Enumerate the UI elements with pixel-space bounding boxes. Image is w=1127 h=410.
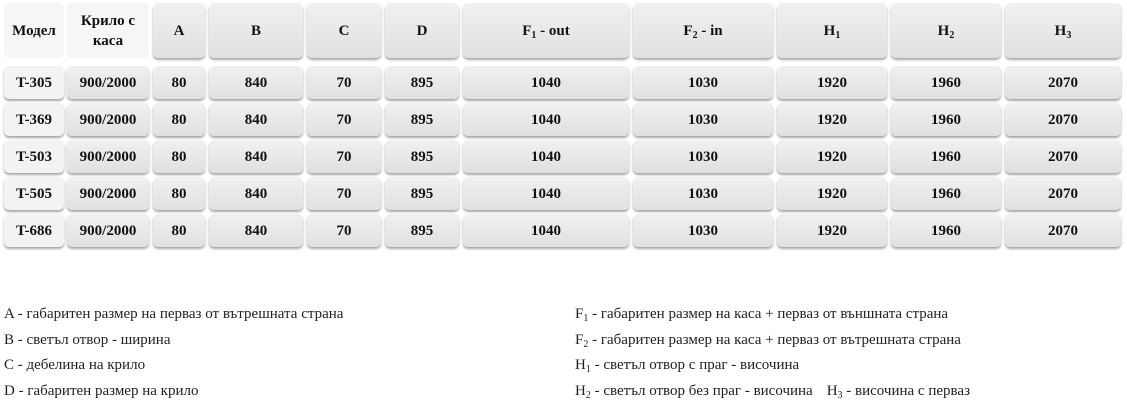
cell-f2-value: 1030 bbox=[688, 185, 718, 202]
cell-h1 bbox=[777, 103, 887, 136]
cell-f1 bbox=[463, 66, 629, 99]
cell-h2 bbox=[891, 103, 1001, 136]
cell-h1 bbox=[777, 66, 887, 99]
cell-c bbox=[307, 103, 381, 136]
cell-f2 bbox=[633, 66, 773, 99]
cell-a-value: 80 bbox=[171, 222, 187, 239]
cell-f2-value: 1030 bbox=[688, 148, 718, 165]
cell-c-value: 70 bbox=[336, 111, 352, 128]
header-wing-frame bbox=[67, 3, 149, 58]
legend-left bbox=[4, 302, 343, 404]
cell-c-value: 70 bbox=[336, 222, 352, 239]
header-d bbox=[385, 3, 459, 58]
cell-b-value: 840 bbox=[244, 111, 268, 128]
cell-f1-value: 1040 bbox=[531, 185, 561, 202]
header-f1-main: F bbox=[522, 22, 532, 39]
cell-a-value: 80 bbox=[171, 111, 187, 128]
legend-f2 bbox=[575, 328, 970, 354]
cell-model bbox=[4, 214, 64, 247]
cell-model-value: T-505 bbox=[15, 185, 53, 202]
cell-h3-value: 2070 bbox=[1048, 222, 1078, 239]
header-a bbox=[153, 3, 205, 58]
cell-h2-value: 1960 bbox=[931, 148, 961, 165]
cell-f1-value: 1040 bbox=[531, 111, 561, 128]
legend-f2-sub: 2 bbox=[583, 338, 589, 350]
cell-c bbox=[307, 177, 381, 210]
cell-c-value: 70 bbox=[336, 185, 352, 202]
cell-a-value: 80 bbox=[171, 148, 187, 165]
legend-f1 bbox=[575, 302, 970, 328]
cell-model bbox=[4, 177, 64, 210]
header-h2-sub: 2 bbox=[949, 29, 955, 41]
cell-a bbox=[153, 214, 205, 247]
cell-h3 bbox=[1005, 66, 1121, 99]
cell-d-value: 895 bbox=[410, 111, 434, 128]
cell-h1 bbox=[777, 214, 887, 247]
legend-h2-main: H bbox=[575, 382, 586, 399]
cell-b-value: 840 bbox=[244, 74, 268, 91]
header-f1 bbox=[463, 3, 629, 58]
cell-wing-frame bbox=[67, 214, 149, 247]
header-h2-main: H bbox=[937, 22, 950, 39]
legend-f1-sub: 1 bbox=[583, 313, 589, 324]
header-h3 bbox=[1005, 3, 1121, 58]
cell-f1 bbox=[463, 103, 629, 136]
legend-h1-text: - светъл отвор с праг - височина bbox=[590, 357, 800, 373]
legend-right bbox=[575, 302, 970, 404]
cell-h2 bbox=[891, 214, 1001, 247]
header-f1-suffix: - out bbox=[536, 22, 570, 39]
cell-f2 bbox=[633, 103, 773, 136]
cell-f2-value: 1030 bbox=[688, 222, 718, 239]
header-f2-label bbox=[683, 21, 722, 41]
cell-model bbox=[4, 140, 64, 173]
cell-f1 bbox=[463, 140, 629, 173]
cell-c-value: 70 bbox=[336, 148, 352, 165]
header-c bbox=[307, 3, 381, 58]
legend-h3-sub: 3 bbox=[837, 389, 843, 401]
cell-h3-value: 2070 bbox=[1048, 185, 1078, 202]
header-f2-suffix: - in bbox=[697, 22, 723, 39]
legend-f1-main: F bbox=[575, 306, 584, 322]
cell-f1 bbox=[463, 214, 629, 247]
cell-d bbox=[385, 103, 459, 136]
cell-c-value: 70 bbox=[336, 74, 352, 91]
legend-d: D - габаритен размер на крило bbox=[4, 382, 199, 399]
header-h2-label bbox=[938, 21, 955, 41]
cell-b-value: 840 bbox=[244, 148, 268, 165]
cell-f2-value: 1030 bbox=[688, 111, 718, 128]
cell-model-value: T-503 bbox=[15, 148, 53, 165]
cell-d bbox=[385, 66, 459, 99]
cell-h3-value: 2070 bbox=[1048, 111, 1078, 128]
header-f1-label bbox=[522, 21, 570, 41]
cell-h3 bbox=[1005, 140, 1121, 173]
cell-b bbox=[209, 103, 303, 136]
cell-wing-frame bbox=[67, 177, 149, 210]
legend-h2-text: - светъл отвор без праг - височина bbox=[590, 382, 813, 399]
cell-wing-frame-value: 900/2000 bbox=[79, 222, 137, 239]
header-f2-sub: 2 bbox=[692, 29, 698, 41]
cell-a bbox=[153, 66, 205, 99]
cell-h3 bbox=[1005, 103, 1121, 136]
cell-d bbox=[385, 177, 459, 210]
cell-f1-value: 1040 bbox=[531, 222, 561, 239]
header-h3-sub: 3 bbox=[1066, 29, 1072, 41]
cell-f1 bbox=[463, 177, 629, 210]
cell-d bbox=[385, 214, 459, 247]
cell-d-value: 895 bbox=[410, 222, 434, 239]
cell-a bbox=[153, 177, 205, 210]
cell-wing-frame bbox=[67, 103, 149, 136]
cell-h1 bbox=[777, 177, 887, 210]
cell-h2 bbox=[891, 140, 1001, 173]
cell-wing-frame bbox=[67, 140, 149, 173]
cell-h2-value: 1960 bbox=[931, 222, 961, 239]
cell-h1-value: 1920 bbox=[817, 222, 847, 239]
legend-f2-text: - габаритен размер на каса + перваз от вътрешната страна bbox=[588, 331, 961, 348]
cell-f2 bbox=[633, 177, 773, 210]
legend-h3-main: H bbox=[826, 382, 838, 399]
header-f2-main: F bbox=[683, 22, 693, 39]
legend-a: A - габаритен размер на перваз от вътрешната страна bbox=[4, 306, 344, 322]
header-wing-line2: каса bbox=[92, 32, 124, 49]
cell-model bbox=[4, 66, 64, 99]
cell-b-value: 840 bbox=[244, 185, 268, 202]
header-b-label: B bbox=[250, 22, 261, 39]
cell-wing-frame-value: 900/2000 bbox=[79, 111, 137, 128]
legend-f1-text: - габаритен размер на каса + перваз от външната страна bbox=[588, 306, 949, 322]
cell-h3-value: 2070 bbox=[1048, 148, 1078, 165]
cell-h3-value: 2070 bbox=[1048, 74, 1078, 91]
cell-a bbox=[153, 140, 205, 173]
header-h1-sub: 1 bbox=[835, 29, 841, 41]
cell-h1-value: 1920 bbox=[817, 111, 847, 128]
header-c-label: C bbox=[338, 22, 350, 39]
cell-a-value: 80 bbox=[171, 74, 187, 91]
cell-h2 bbox=[891, 66, 1001, 99]
cell-d bbox=[385, 140, 459, 173]
cell-d-value: 895 bbox=[410, 185, 434, 202]
cell-d-value: 895 bbox=[410, 74, 434, 91]
legend-h1 bbox=[575, 353, 970, 379]
cell-b bbox=[209, 214, 303, 247]
cell-h1-value: 1920 bbox=[817, 74, 847, 91]
cell-wing-frame-value: 900/2000 bbox=[79, 74, 137, 91]
header-h3-label bbox=[1055, 21, 1072, 41]
cell-h2-value: 1960 bbox=[931, 111, 961, 128]
header-b bbox=[209, 3, 303, 58]
cell-f2 bbox=[633, 214, 773, 247]
header-h3-main: H bbox=[1054, 22, 1067, 39]
cell-wing-frame-value: 900/2000 bbox=[79, 185, 137, 202]
header-a-label: A bbox=[173, 22, 185, 39]
cell-model-value: T-686 bbox=[15, 222, 53, 239]
legend-h3-text: - височина с перваз bbox=[842, 382, 970, 399]
cell-f1-value: 1040 bbox=[531, 74, 561, 91]
cell-h3 bbox=[1005, 177, 1121, 210]
legend-f2-main: F bbox=[575, 331, 584, 348]
cell-b-value: 840 bbox=[244, 222, 268, 239]
cell-wing-frame-value: 900/2000 bbox=[79, 148, 137, 165]
cell-b bbox=[209, 177, 303, 210]
legend-h2-sub: 2 bbox=[585, 389, 591, 401]
header-h1 bbox=[777, 3, 887, 58]
cell-model bbox=[4, 103, 64, 136]
cell-h1-value: 1920 bbox=[817, 148, 847, 165]
header-h2 bbox=[891, 3, 1001, 58]
cell-h1 bbox=[777, 140, 887, 173]
cell-a bbox=[153, 103, 205, 136]
legend-h1-sub: 1 bbox=[585, 364, 591, 375]
header-model-label: Модел bbox=[12, 22, 56, 39]
cell-c bbox=[307, 140, 381, 173]
cell-h2-value: 1960 bbox=[931, 74, 961, 91]
cell-d-value: 895 bbox=[410, 148, 434, 165]
cell-b bbox=[209, 140, 303, 173]
header-f2 bbox=[633, 3, 773, 58]
cell-model-value: T-369 bbox=[15, 111, 53, 128]
legend-h1-main: H bbox=[575, 357, 586, 373]
legend-c: C - дебелина на крило bbox=[4, 357, 146, 373]
cell-h2 bbox=[891, 177, 1001, 210]
header-h1-main: H bbox=[823, 22, 836, 39]
header-d-label: D bbox=[416, 22, 428, 39]
cell-c bbox=[307, 66, 381, 99]
cell-h2-value: 1960 bbox=[931, 185, 961, 202]
cell-f2-value: 1030 bbox=[688, 74, 718, 91]
cell-f1-value: 1040 bbox=[531, 148, 561, 165]
cell-wing-frame bbox=[67, 66, 149, 99]
cell-model-value: T-305 bbox=[15, 74, 53, 91]
cell-c bbox=[307, 214, 381, 247]
header-h1-label bbox=[824, 21, 841, 41]
header-f1-sub: 1 bbox=[531, 29, 537, 41]
header-model bbox=[4, 3, 64, 58]
cell-f2 bbox=[633, 140, 773, 173]
cell-h3 bbox=[1005, 214, 1121, 247]
cell-h1-value: 1920 bbox=[817, 185, 847, 202]
legend-h2-h3 bbox=[575, 379, 970, 405]
cell-a-value: 80 bbox=[171, 185, 187, 202]
legend-b: B - светъл отвор - ширина bbox=[4, 331, 171, 348]
header-wing-line1: Крило с bbox=[80, 12, 136, 29]
cell-b bbox=[209, 66, 303, 99]
